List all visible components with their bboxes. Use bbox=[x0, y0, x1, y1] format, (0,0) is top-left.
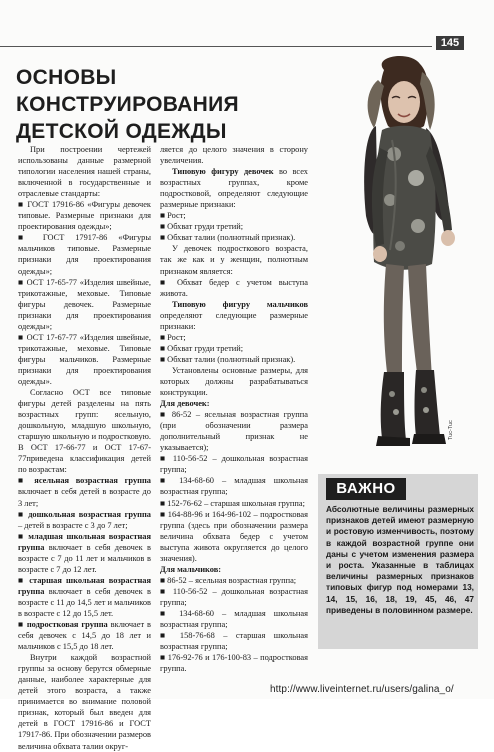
paragraph-lead: ■ ясельная возрастная группа bbox=[18, 476, 151, 486]
paragraph bbox=[160, 498, 308, 509]
paragraph-text: ■ ГОСТ 17917-86 «Фигуры мальчиков типовые. Размерные признаки для проектирования одежды»; bbox=[18, 233, 151, 276]
paragraph-text: При построении чертежей использованы данные размерной типологии населения нашей страны, включенной в государственные и отраслевые стандарты: bbox=[18, 145, 151, 199]
paragraph-text: ■ 86-52 – ясельная возрастная группа; bbox=[160, 575, 297, 585]
paragraph-text: ■ 158-76-68 – старшая школьная возрастная группа; bbox=[160, 631, 308, 652]
paragraph-text: ■ ОСТ 17-67-77 «Изделия швейные, трикотажные, меховые. Типовые фигуры мальчиков. Размерные признаки для проектирования одежды». bbox=[18, 332, 151, 386]
paragraph-text: Установлены основные размеры, для которых должны разрабатываться конструкции. bbox=[160, 365, 308, 398]
paragraph-text: – детей в возрасте с 3 до 7 лет; bbox=[18, 520, 128, 530]
paragraph bbox=[160, 332, 308, 343]
child-photo bbox=[318, 50, 482, 455]
paragraph bbox=[160, 475, 308, 497]
paragraph bbox=[160, 630, 308, 652]
paragraph bbox=[160, 210, 308, 221]
paragraph bbox=[18, 619, 151, 652]
paragraph bbox=[160, 232, 308, 243]
paragraph-text: ■ Обхват груди третий; bbox=[160, 222, 244, 232]
paragraph bbox=[160, 509, 308, 564]
important-text: Абсолютные величины размерных признаков детей имеют размерную и ростовую изменчивость, поэтому в каждой возрастной группе они даны с учетом изменения размера и роста. Указанные в таблицах величины размерных признаков типовых фигур под номерами 13, 14, 15, 16, 18, 19, 45, 46, 47 приведены в половинном размере. bbox=[326, 504, 474, 615]
paragraph-text: ■ 110-56-52 – дошкольная возрастная группа; bbox=[160, 454, 308, 475]
paragraph-lead: Типовую фигуру девочек bbox=[172, 167, 274, 177]
page-title: ОСНОВЫ КОНСТРУИРОВАНИЯ ДЕТСКОЙ ОДЕЖДЫ bbox=[16, 66, 239, 143]
paragraph-text: определяют следующие размерные признаки: bbox=[160, 310, 308, 331]
paragraph-lead: Для мальчиков: bbox=[160, 564, 222, 574]
paragraph-text: ■ Обхват талии (полнотный признак). bbox=[160, 233, 296, 243]
important-title: ВАЖНО bbox=[326, 478, 406, 500]
paragraph bbox=[18, 575, 151, 619]
paragraph-text: ■ 134-68-60 – младшая школьная возрастная группа; bbox=[160, 476, 308, 497]
paragraph bbox=[160, 409, 308, 453]
paragraph-lead: ■ подростковая группа bbox=[18, 620, 108, 630]
paragraph bbox=[160, 453, 308, 475]
paragraph bbox=[160, 608, 308, 630]
paragraph-text: ■ Обхват бедер с учетом выступа живота. bbox=[160, 277, 308, 298]
paragraph-text: ■ 152-76-62 – старшая школьная группа; bbox=[160, 498, 305, 508]
paragraph-text: включает в себя девочек с 14,5 до 18 лет и мальчиков с 15,5 до 18 лет. bbox=[18, 620, 152, 652]
paragraph bbox=[160, 652, 308, 674]
text-column-middle bbox=[160, 144, 308, 674]
paragraph-text: ■ 134-68-60 – младшая школьная возрастная группа; bbox=[160, 608, 308, 630]
paragraph bbox=[160, 243, 308, 276]
paragraph bbox=[160, 299, 308, 332]
paragraph bbox=[18, 277, 151, 332]
paragraph bbox=[18, 144, 151, 199]
paragraph-text: ■ ОСТ 17-65-77 «Изделия швейные, трикотажные, меховые. Типовые фигуры девочек. Размерные признаки для проектирования одежды»; bbox=[18, 277, 151, 331]
paragraph-text: ■ Рост; bbox=[160, 211, 186, 221]
important-box bbox=[318, 474, 478, 649]
paragraph-text: ■ Обхват талии (полнотный признак). bbox=[160, 354, 296, 364]
paragraph-lead: ■ старшая школьная возрастная группа bbox=[18, 575, 151, 596]
footer-url[interactable]: http://www.liveinternet.ru/users/galina_o/ bbox=[270, 684, 454, 695]
paragraph-text: Согласно ОСТ все типовые фигуры детей разделены на пять возрастных групп: ясельную, дошкольную, младшую школьную, старшую школьную и подростковую. В ОСТ 17-66-77 и ОСТ 17-67-77приведена классификация детей по возрастам: bbox=[18, 388, 151, 475]
paragraph bbox=[160, 398, 308, 409]
paragraph-text: ляется до целого значения в сторону увеличения. bbox=[160, 145, 308, 166]
paragraph bbox=[18, 509, 151, 531]
paragraph bbox=[18, 387, 151, 475]
paragraph bbox=[18, 531, 151, 575]
paragraph bbox=[160, 365, 308, 398]
paragraph bbox=[160, 144, 308, 166]
paragraph bbox=[160, 586, 308, 608]
paragraph bbox=[160, 575, 308, 586]
paragraph-text: включает в себя девочек в возрасте с 11 до 14,5 лет и мальчиков в возрасте с 12 до 15,5 лет. bbox=[18, 586, 151, 618]
paragraph-text: ■ 164-88-96 и 164-96-102 – подростковая группа (здесь при обозначении размера величина обхвата бедер с учетом выступа живота округляется до целого значения). bbox=[160, 509, 308, 563]
paragraph-text: ■ 86-52 – ясельная возрастная группа (при обозначении размера дополнительный признак не указывается); bbox=[160, 410, 308, 453]
paragraph-text: Внутри каждой возрастной группы за основу берутся обмерные данные, наиболее характерные для детей этого возраста, а также принимается во внимание половой признак, который был введен для детей в ГОСТ 17916-86 и ГОСТ 17917-86. При обозначении размеров величина обхвата талии округ- bbox=[18, 653, 151, 751]
paragraph bbox=[160, 564, 308, 575]
photo-credit: Tuc-Tuc bbox=[448, 420, 454, 440]
paragraph-text: ■ 176-92-76 и 176-100-83 – подростковая группа. bbox=[160, 653, 308, 674]
paragraph-lead: Для девочек: bbox=[160, 399, 210, 409]
paragraph bbox=[18, 332, 151, 387]
header-rule bbox=[0, 46, 432, 47]
paragraph bbox=[18, 475, 151, 508]
page-number: 145 bbox=[436, 36, 464, 50]
paragraph bbox=[160, 277, 308, 299]
paragraph bbox=[160, 343, 308, 354]
paragraph-text: ■ ГОСТ 17916-86 «Фигуры девочек типовые. Размерные признаки для проектирования одежды»; bbox=[18, 200, 151, 232]
paragraph bbox=[160, 166, 308, 210]
paragraph-lead: ■ младшая школьная возрастная группа bbox=[18, 531, 151, 552]
paragraph-text: во всех возрастных группах, кроме подростковой, определяют следующие размерные признаки: bbox=[160, 167, 308, 210]
paragraph-text: У девочек подросткового возраста, так же как и у женщин, полнотным признаком является: bbox=[160, 244, 308, 276]
paragraph-text: включает в себя девочек в возрасте с 7 до 11 лет и мальчиков в возрасте с 7 до 12 лет. bbox=[18, 542, 151, 574]
paragraph bbox=[18, 652, 151, 751]
paragraph-lead: ■ дошкольная возрастная группа bbox=[18, 509, 151, 519]
text-column-left bbox=[18, 144, 151, 752]
paragraph-text: ■ Обхват груди третий; bbox=[160, 343, 244, 353]
paragraph bbox=[160, 221, 308, 232]
paragraph bbox=[160, 354, 308, 365]
paragraph-text: включает в себя детей в возрасте до 3 лет; bbox=[18, 487, 151, 508]
paragraph-text: ■ Рост; bbox=[160, 332, 186, 342]
paragraph-lead: Типовую фигуру мальчиков bbox=[172, 299, 308, 309]
paragraph-text: ■ 110-56-52 – дошкольная возрастная группа; bbox=[160, 586, 308, 607]
paragraph bbox=[18, 232, 151, 276]
paragraph bbox=[18, 199, 151, 232]
